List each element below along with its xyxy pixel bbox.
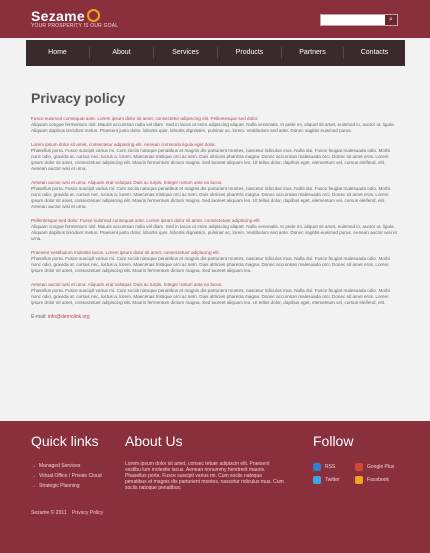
- quick-link-strategic-planning[interactable]: → Strategic Planning: [31, 483, 80, 489]
- quick-links-title: Quick links: [31, 433, 99, 449]
- paragraph-heading: Fusce euismod consequat ante. Lorem ipsum dolor sit amet, consectetur adipiscing elit. Pellentesque sed dolor.: [31, 116, 259, 121]
- logo-text: Sezame: [31, 8, 85, 24]
- paragraph-text: Phasellus porta. Fusce suscipit varius mi. Cum sociis natoque penatibus et magnis dis parturient montes, nascetur ridiculus mus. Nulla dui. Fusce feugiat malesuada odio. Morbi nunc odio, gravida at, cursus nec, luctus a, lorem. Maecenas tristique orci ac sem. Duis ultricies pharetra magna. Donec accumsan malesuada orci. Donec sit amet eros. Lorem ipsum dolor sit amet, consectetuer adipiscing elit. Mauris fermentum dictum magna. Sed laoreet aliquam leo. Ut tellus dolor, dapibus eget, elementum vel, cursus eleifend, elit.: [31, 288, 390, 305]
- nav-item-products[interactable]: Products: [235, 49, 264, 56]
- paragraph-text: Phasellus porta. Fusce suscipit varius mi. Cum sociis natoque penatibus et magnis dis parturient montes, nascetur ridiculus mus. Nulla dui. Fusce feugiat malesuada odio. Morbi nunc odio, gravida at, cursus nec, luctus a, lorem. Maecenas tristique orci ac sem. Duis ultricies pharetra magna. Donec accumsan malesuada orci. Donec sit amet eros. Lorem ipsum dolor sit amet, consectetuer adipiscing elit. Mauris fermentum dictum magna. Sed laoreet aliquam leo.: [31, 256, 390, 273]
- rss-icon: [313, 463, 321, 471]
- about-us: [125, 433, 285, 491]
- nav-item-partners[interactable]: Partners: [299, 49, 326, 56]
- nav-item-home[interactable]: Home: [48, 49, 67, 56]
- circle-logo-icon: [87, 9, 100, 22]
- page-title: Privacy policy: [31, 90, 126, 106]
- policy-paragraph: [31, 282, 401, 306]
- quick-links: [31, 433, 121, 491]
- policy-paragraph: [31, 142, 401, 172]
- nav-item-services[interactable]: Services: [172, 49, 199, 56]
- quick-links-list: [31, 461, 121, 491]
- paragraph-text: Phasellus porta. Fusce suscipit varius mi. Cum sociis natoque penatibus et magnis dis parturient montes, nascetur ridiculus mus. Nulla dui. Fusce feugiat malesuada odio. Morbi nunc odio, gravida at, cursus nec, luctus a, lorem. Maecenas tristique orci ac sem. Duis ultricies pharetra magna. Donec accumsan malesuada orci. Donec sit amet eros. Lorem ipsum dolor sit amet, consectetuer adipiscing elit. Mauris fermentum dictum magna. Sed laoreet aliquam leo. Ut tellus dolor, dapibus eget, elementum vel, cursus eleifend, elit. Aenean auctor wisi et urna.: [31, 148, 390, 171]
- privacy-policy-link[interactable]: Privacy Policy: [71, 510, 104, 516]
- policy-paragraph: [31, 116, 401, 134]
- facebook-icon: [355, 476, 363, 484]
- paragraph-text: Aliquam congue fermentum nisl. Mauris accumsan nulla vel diam. Sed in lacus ut enim adipiscing aliquet. Nulla venenatis. In pede mi, aliquet sit amet, euismod in, auctor ut, ligula. Aliquam dapibus tincidunt metus. Praesent justo dolor, lobortis quis, lobortis dignissim, pulvinar ac, lorem. Vestibulum sed ante. Donec sagittis euismod purus.: [31, 122, 395, 133]
- paragraph-text: Phasellus porta. Fusce suscipit varius mi. Cum sociis natoque penatibus et magnis dis parturient montes, nascetur ridiculus mus. Nulla dui. Fusce feugiat malesuada odio. Morbi nunc odio, gravida at, cursus nec, luctus a, lorem. Maecenas tristique orci ac sem. Duis ultricies pharetra magna. Donec accumsan malesuada orci. Donec sit amet eros. Lorem ipsum dolor sit amet, consectetuer adipiscing elit. Mauris fermentum dictum magna. Sed laoreet aliquam leo. Ut tellus dolor, dapibus eget, elementum vel, cursus eleifend, elit. Aenean auctor wisi et urna.: [31, 186, 390, 209]
- paragraph-heading: Aenean auctor wisi et urna. Aliquam erat volutpat. Duis ac turpis. Integer rutrum ante eu lacus.: [31, 282, 223, 287]
- email-label: E-mail:: [31, 314, 47, 320]
- paragraph-heading: Aenean auctor wisi et urna. Aliquam erat volutpat. Duis ac turpis. Integer rutrum ante eu lacus.: [31, 180, 223, 185]
- paragraph-heading: Lorem ipsum dolor sit amet, consectetur adipiscing elit. Aenean commodo ligula eget dolor.: [31, 142, 216, 147]
- paragraph-text: Aliquam congue fermentum nisl. Mauris accumsan nulla vel diam. Sed in lacus ut enim adipiscing aliquet. Nulla venenatis. In pede mi, aliquet sit amet, euismod in, auctor ut, ligula. Aliquam dapibus tincidunt metus. Praesent justo dolor, lobortis quis, lobortis dignissim, pulvinar ac, lorem. Vestibulum sed ante. Donec sagittis euismod purus. Aenean auctor wisi et urna.: [31, 224, 397, 241]
- about-title: About Us: [125, 433, 183, 449]
- quick-link-managed-services[interactable]: → Managed Services: [31, 463, 81, 469]
- content: [31, 90, 401, 320]
- follow-title: Follow: [313, 433, 354, 449]
- search-box[interactable]: [320, 14, 398, 26]
- nav-item-contacts[interactable]: Contacts: [360, 49, 389, 56]
- social-twitter[interactable]: Twitter: [313, 476, 340, 484]
- footer: [0, 421, 430, 553]
- policy-paragraph: [31, 250, 401, 274]
- tagline: YOUR PROSPERITY IS OUR GOAL: [31, 23, 119, 29]
- follow: [313, 433, 413, 461]
- nav-item-about[interactable]: About: [112, 49, 131, 56]
- social-google-plus[interactable]: Google Plus: [355, 463, 394, 471]
- policy-paragraph: [31, 180, 401, 210]
- arrow-right-icon: →: [31, 473, 36, 479]
- quick-link-virtual-office[interactable]: → Virtual Office / Private Cloud: [31, 473, 102, 479]
- main-nav: [26, 40, 405, 66]
- copyright: [31, 510, 103, 516]
- paragraph-heading: Pellentesque sed dolor. Fusce euismod consequat ante. Lorem ipsum dolor sit amet, consectetuer adipiscing elit.: [31, 218, 261, 223]
- arrow-right-icon: →: [31, 483, 36, 489]
- social-facebook[interactable]: Facebook: [355, 476, 389, 484]
- copyright-text: Sezame © 2011: [31, 510, 67, 516]
- header: [0, 0, 430, 38]
- about-text: Lorem ipsum dolor sit amet, consec tetuer adipiscin elit. Praesent vestibu lum molestie lacus. Aenean nonummy hendrerit mauris. Phasellus porta. Fusce suscipit varius mi. Cum sociis natoque penatibus et magnis dis parturient montes, nascetur ridiculus mus. Cum sociis natoque penatibus.: [125, 461, 284, 491]
- google-plus-icon: [355, 463, 363, 471]
- arrow-right-icon: →: [31, 463, 36, 469]
- social-rss[interactable]: RSS: [313, 463, 335, 471]
- paragraph-heading: Praesent vestibulum molestie lacus. Lorem ipsum dolor sit amet, consectetuer adipiscing elit.: [31, 250, 220, 255]
- search-icon[interactable]: ⌕: [385, 15, 397, 25]
- policy-paragraph: [31, 218, 401, 242]
- email-link[interactable]: info@demolink.org: [47, 314, 90, 320]
- twitter-icon: [313, 476, 321, 484]
- logo[interactable]: [31, 8, 100, 24]
- email-line: [31, 314, 401, 320]
